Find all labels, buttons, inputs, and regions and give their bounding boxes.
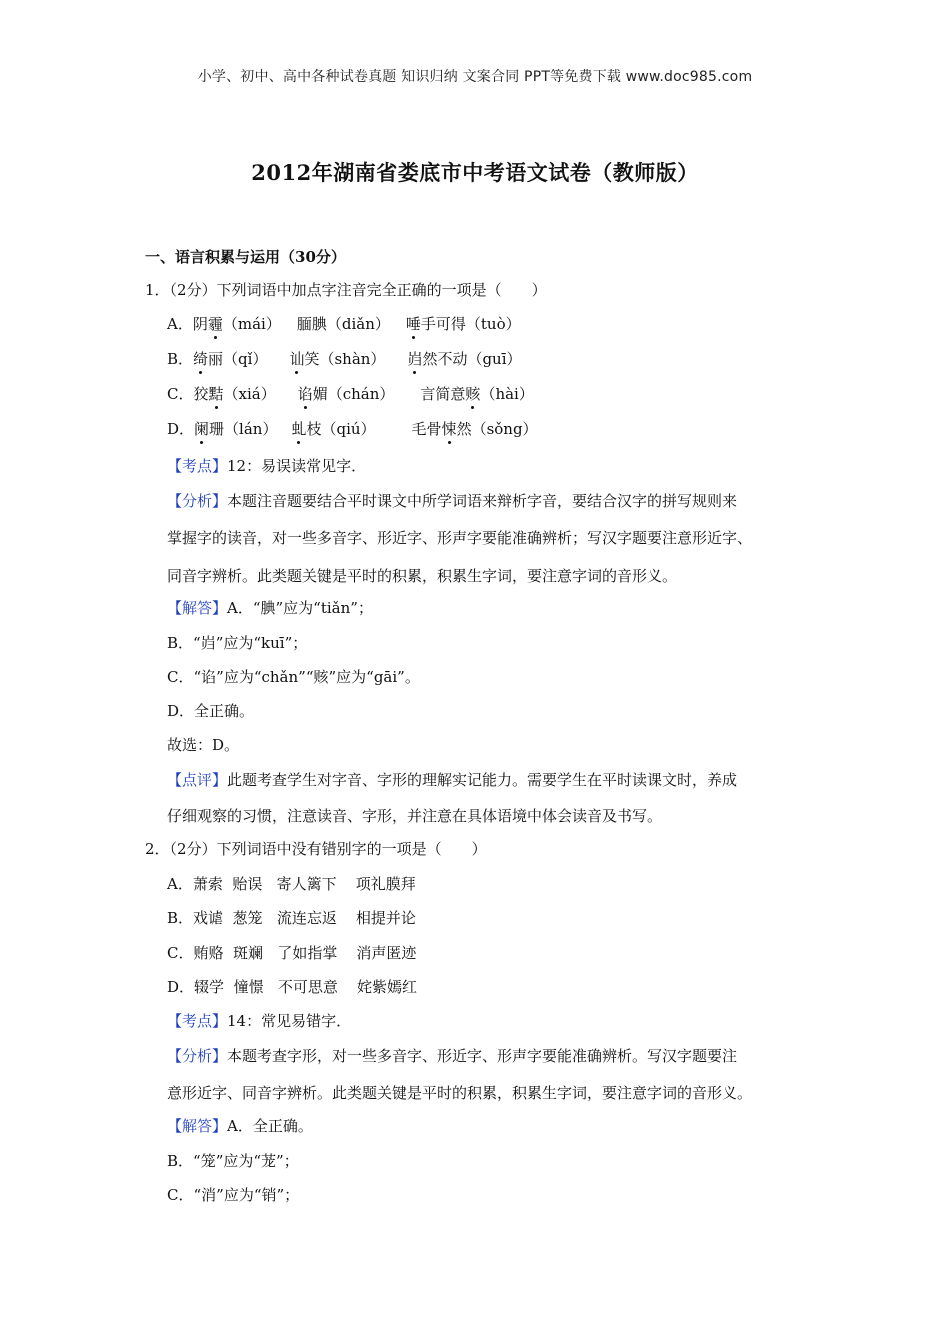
word-part: 阴 bbox=[192, 315, 208, 333]
q1-jieda-c: C．“谄”应为“chǎn”“赅”应为“gāi”。 bbox=[167, 668, 420, 686]
site-header: 小学、初中、高中各种试卷真题 知识归纳 文案合同 PPT等免费下载 www.doc985.com bbox=[197, 69, 753, 85]
word-part: 枝（qiú） bbox=[306, 420, 376, 438]
q1-dianping bbox=[167, 770, 737, 790]
jieda-tag: 【解答】 bbox=[167, 599, 228, 617]
q1-jieda-d: D．全正确。 bbox=[167, 702, 255, 720]
dotted-char: 赅 bbox=[465, 385, 481, 403]
dotted-char: 虬 bbox=[291, 420, 307, 438]
dotted-char: 讪 bbox=[289, 350, 305, 368]
word-part: 丽（qǐ） bbox=[208, 350, 268, 368]
section-heading: 一、语言积累与运用（30分） bbox=[145, 248, 346, 266]
pinyin: （diǎn） bbox=[326, 315, 390, 333]
fenxi-text: 本题注音题要结合平时课文中所学词语来辩析字音，要结合汉字的拼写规则来 bbox=[227, 492, 738, 510]
q2-jieda-c: C．“消”应为“销”； bbox=[167, 1186, 300, 1204]
kaodian-text: 12：易误读常见字． bbox=[227, 457, 367, 475]
word-part: 腆 bbox=[311, 315, 327, 333]
q1-fenxi-line2: 掌握字的读音，对一些多音字、形近字、形声字要能准确辨析；写汉字题要注意形近字、 bbox=[167, 529, 753, 547]
dotted-char: 岿 bbox=[407, 350, 423, 368]
q1-dianping-line2: 仔细观察的习惯，注意读音、字形，并注意在具体语境中体会读音及书写。 bbox=[167, 807, 663, 825]
fenxi-tag: 【分析】 bbox=[167, 1047, 228, 1065]
q2-option-a: A．萧索 贻误 寄人篱下 项礼膜拜 bbox=[167, 875, 416, 893]
pinyin: （hài） bbox=[480, 385, 534, 403]
q1-option-b bbox=[167, 349, 522, 369]
q2-option-d: D．辍学 憧憬 不可思意 姹紫嫣红 bbox=[167, 978, 417, 996]
word-part: 然不动（guī） bbox=[422, 350, 522, 368]
option-label: D． bbox=[167, 420, 195, 438]
q1-jieda bbox=[167, 598, 373, 618]
option-label: B． bbox=[167, 350, 194, 368]
q1-option-d bbox=[167, 419, 538, 439]
jieda-text: A．全正确。 bbox=[227, 1117, 313, 1135]
word-part: 珊（lán） bbox=[209, 420, 278, 438]
word-part: 媚（chán） bbox=[312, 385, 395, 403]
q1-option-c bbox=[167, 384, 534, 404]
kaodian-tag: 【考点】 bbox=[167, 457, 228, 475]
q2-jieda bbox=[167, 1116, 313, 1136]
fenxi-text: 本题考查字形，对一些多音字、形近字、形声字要能准确辨析。写汉字题要注 bbox=[227, 1047, 738, 1065]
option-label: C． bbox=[167, 385, 194, 403]
kaodian-tag: 【考点】 bbox=[167, 1012, 228, 1030]
dianping-text: 此题考查学生对字音、字形的理解实记能力。需要学生在平时读课文时，养成 bbox=[227, 771, 738, 789]
q2-kaodian bbox=[167, 1011, 351, 1031]
word-part: 毛骨 bbox=[411, 420, 442, 438]
q2-stem: 2．（2分）下列词语中没有错别字的一项是（ ） bbox=[145, 840, 487, 858]
q1-jieda-b: B．“岿”应为“kuī”； bbox=[167, 634, 308, 652]
dotted-char: 唾 bbox=[405, 315, 421, 333]
q1-answer: 故选：D。 bbox=[167, 736, 240, 754]
word-part: 狡 bbox=[193, 385, 209, 403]
q1-stem: 1．（2分）下列词语中加点字注音完全正确的一项是（ ） bbox=[145, 281, 547, 299]
q2-fenxi bbox=[167, 1046, 737, 1066]
word-part: 然（sǒng） bbox=[456, 420, 538, 438]
q2-option-c: C．贿赂 斑斓 了如指掌 消声匿迹 bbox=[167, 944, 417, 962]
dianping-tag: 【点评】 bbox=[167, 771, 228, 789]
pinyin: （mái） bbox=[222, 315, 281, 333]
word-part: 腼 bbox=[296, 315, 312, 333]
fenxi-tag: 【分析】 bbox=[167, 492, 228, 510]
word-part: 言简意 bbox=[420, 385, 466, 403]
dotted-char: 黠 bbox=[208, 385, 224, 403]
q1-fenxi-line3: 同音字辨析。此类题关键是平时的积累，积累生字词，要注意字词的音形义。 bbox=[167, 567, 678, 585]
word-part: 手可得（tuò） bbox=[420, 315, 521, 333]
word-part: 笑（shàn） bbox=[304, 350, 386, 368]
jieda-tag: 【解答】 bbox=[167, 1117, 228, 1135]
pinyin: （xiá） bbox=[223, 385, 276, 403]
q1-kaodian bbox=[167, 456, 366, 476]
dotted-char: 霾 bbox=[207, 315, 223, 333]
jieda-text: A．“腆”应为“tiǎn”； bbox=[227, 599, 373, 617]
option-label: A． bbox=[167, 315, 193, 333]
q2-option-b: B．戏谑 葱笼 流连忘返 相提并论 bbox=[167, 909, 416, 927]
kaodian-text: 14：常见易错字． bbox=[227, 1012, 352, 1030]
q2-jieda-b: B．“笼”应为“茏”； bbox=[167, 1152, 299, 1170]
dotted-char: 悚 bbox=[441, 420, 457, 438]
dotted-char: 阑 bbox=[194, 420, 210, 438]
q2-fenxi-line2: 意形近字、同音字辨析。此类题关键是平时的积累，积累生字词，要注意字词的音形义。 bbox=[167, 1084, 753, 1102]
dotted-char: 绮 bbox=[193, 350, 209, 368]
q1-option-a bbox=[167, 314, 521, 334]
q1-fenxi bbox=[167, 491, 737, 511]
page-title: 2012年湖南省娄底市中考语文试卷（教师版） bbox=[251, 160, 699, 185]
dotted-char: 谄 bbox=[297, 385, 313, 403]
